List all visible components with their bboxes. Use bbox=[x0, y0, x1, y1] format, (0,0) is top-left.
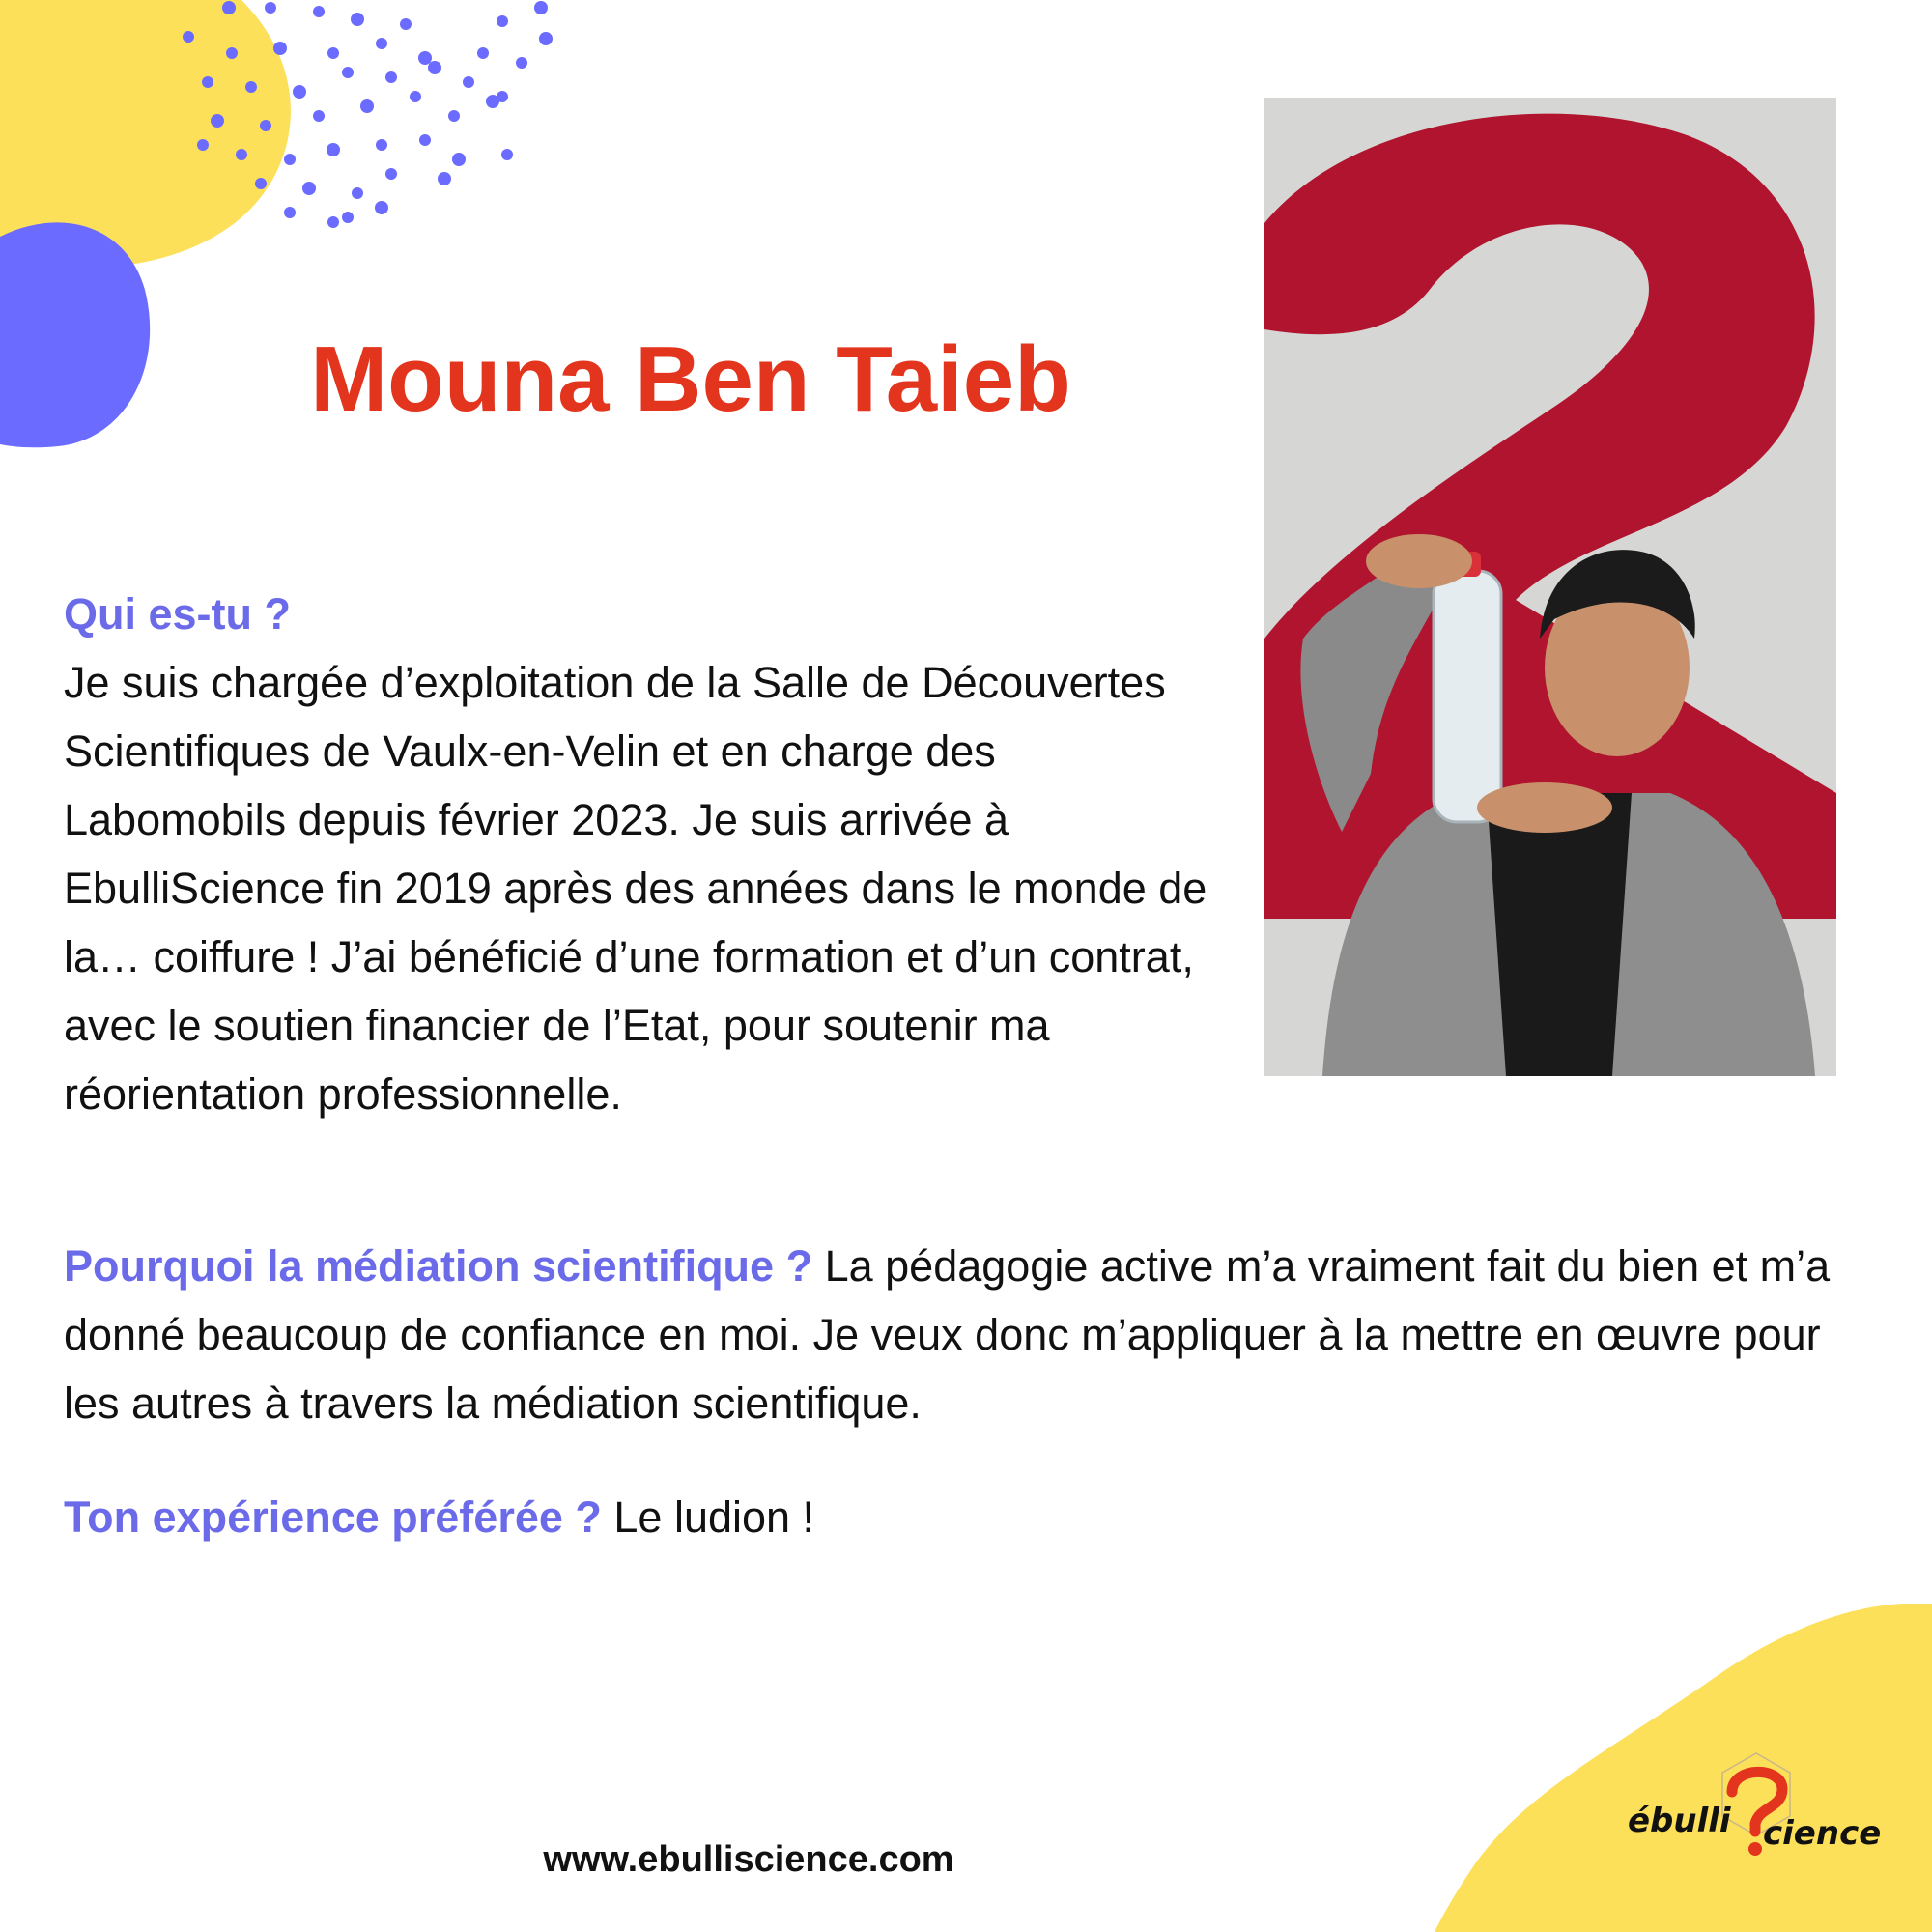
decorative-dot bbox=[477, 47, 489, 59]
decorative-dot bbox=[400, 18, 412, 30]
decorative-dot bbox=[375, 201, 388, 214]
section-question: Pourquoi la médiation scientifique ? bbox=[64, 1241, 813, 1291]
section-experience-preferee bbox=[64, 1483, 1880, 1551]
section-question: Qui es-tu ? bbox=[64, 589, 291, 639]
decorative-dot bbox=[452, 153, 466, 166]
section-qui-es-tu bbox=[64, 580, 1223, 1128]
decorative-dot bbox=[327, 216, 339, 228]
decorative-dot bbox=[211, 114, 224, 128]
decorative-dot bbox=[352, 187, 363, 199]
decorative-dot bbox=[260, 120, 271, 131]
decorative-dot bbox=[327, 47, 339, 59]
decorative-dot bbox=[284, 154, 296, 165]
decorative-dot bbox=[385, 168, 397, 180]
decorative-dot bbox=[448, 110, 460, 122]
decorative-dot bbox=[226, 47, 238, 59]
decorative-dot bbox=[486, 95, 499, 108]
decorative-dot bbox=[438, 172, 451, 185]
decorative-dot bbox=[313, 110, 325, 122]
decorative-dot bbox=[273, 42, 287, 55]
decorative-dot bbox=[360, 99, 374, 113]
decorative-dot bbox=[410, 91, 421, 102]
decorative-dot bbox=[222, 1, 236, 14]
decorative-dot bbox=[302, 182, 316, 195]
portrait-photo bbox=[1264, 98, 1836, 1076]
decorative-dot bbox=[313, 6, 325, 17]
section-answer: Le ludion ! bbox=[613, 1492, 815, 1542]
decorative-dot bbox=[539, 32, 553, 45]
section-pourquoi-mediation bbox=[64, 1232, 1880, 1437]
section-answer: La pédagogie active m’a vraiment fait du bien et m’a donné beaucoup de confiance en moi. Je veux donc m’appliquer à la mettre en œuvre pour les autres à travers la médiation scientifique. bbox=[64, 1241, 1831, 1428]
website-url: www.ebulliscience.com bbox=[543, 1839, 954, 1880]
decorative-dot bbox=[501, 149, 513, 160]
decorative-dot bbox=[284, 207, 296, 218]
decorative-dot bbox=[534, 1, 548, 14]
ebulliscience-logo bbox=[1628, 1748, 1889, 1864]
decorative-dot bbox=[236, 149, 247, 160]
decorative-dot bbox=[463, 76, 474, 88]
decorative-dot bbox=[245, 81, 257, 93]
section-answer: Je suis chargée d’exploitation de la Salle de Découvertes Scientifiques de Vaulx-en-Velin et en charge des Labomobils depuis février 2023. Je suis arrivée à EbulliScience fin 2019 après des années dans le monde de la… coiffure ! J’ai bénéficié d’une formation et d’un contrat, avec le soutien financier de l’Etat, pour soutenir ma réorientation professionnelle. bbox=[64, 658, 1208, 1119]
decorative-dot bbox=[418, 51, 432, 65]
decorative-dot bbox=[197, 139, 209, 151]
decorative-dot bbox=[342, 67, 354, 78]
decorative-dot bbox=[183, 31, 194, 43]
page-title: Mouna Ben Taieb bbox=[310, 327, 1071, 431]
logo-text-left: ébulli bbox=[1628, 1802, 1731, 1840]
decorative-dot bbox=[255, 178, 267, 189]
decorative-dot bbox=[202, 76, 213, 88]
decorative-dot bbox=[419, 134, 431, 146]
decorative-dot bbox=[351, 13, 364, 26]
section-question: Ton expérience préférée ? bbox=[64, 1492, 602, 1542]
decorative-dot bbox=[342, 212, 354, 223]
decorative-dot bbox=[265, 2, 276, 14]
decorative-dot bbox=[385, 71, 397, 83]
decorative-dot bbox=[293, 85, 306, 99]
decorative-dot bbox=[516, 57, 527, 69]
decorative-dot bbox=[376, 38, 387, 49]
decorative-dot bbox=[497, 15, 508, 27]
decorative-dot bbox=[428, 61, 441, 74]
decorative-dot bbox=[376, 139, 387, 151]
decorative-dot bbox=[327, 143, 340, 156]
logo-text-right: cience bbox=[1763, 1814, 1882, 1853]
